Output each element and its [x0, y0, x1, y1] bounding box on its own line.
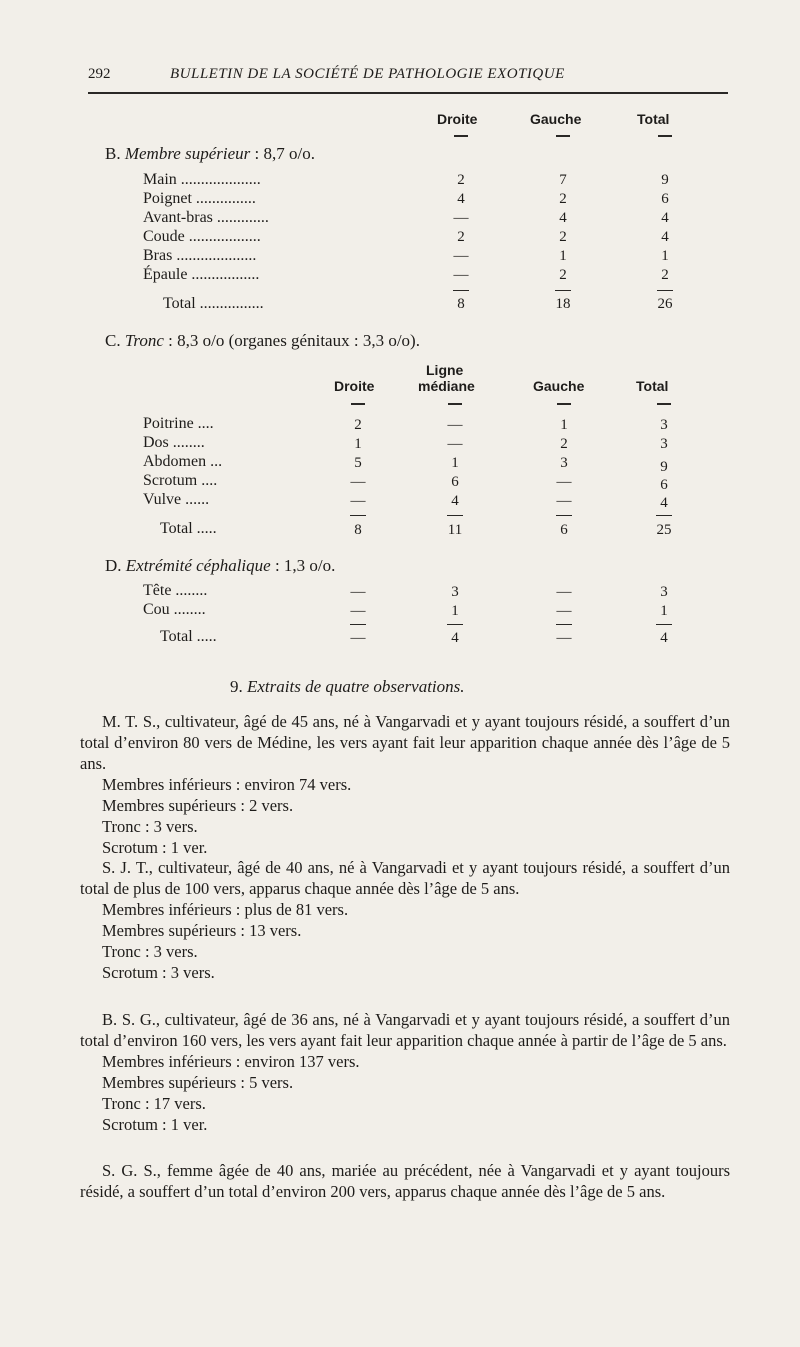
col-header-total: Total — [637, 111, 670, 127]
table-cell: 6 — [560, 522, 568, 538]
table-cell: 6 — [660, 477, 668, 493]
col-dash — [556, 135, 570, 137]
section-value: : 8,7 o/o. — [250, 144, 315, 163]
table-cell: — — [350, 584, 366, 600]
table-cell: — — [453, 210, 469, 226]
table-cell: 4 — [451, 630, 459, 646]
table-cell: 4 — [451, 493, 459, 509]
section-value: : 1,3 o/o. — [270, 556, 336, 575]
observation-line: Membres supérieurs : 5 vers. — [102, 1073, 294, 1092]
table-row-label: Scrotum .... — [143, 472, 218, 489]
table-cell: — — [453, 267, 469, 283]
section-value: : 8,3 o/o (organes génitaux : 3,3 o/o). — [163, 331, 420, 350]
observation-line: Membres supérieurs : 2 vers. — [102, 796, 294, 815]
table-cell: 25 — [656, 522, 672, 538]
section-number: 9. — [230, 677, 243, 696]
sum-line — [556, 624, 572, 625]
observation-intro: S. G. S., femme âgée de 40 ans, mariée au précédent, née à Vangarvadi et y ayant toujours résidé, a souffert d’un total d’environ 200 vers, apparus chaque année dès l’âge de 5 ans. — [80, 1161, 730, 1201]
table-cell: 4 — [660, 495, 668, 511]
section-letter: C. — [105, 331, 121, 350]
table-cell: 2 — [560, 436, 568, 452]
col-dash — [351, 403, 365, 405]
table-cell: — — [556, 474, 572, 490]
table-row-label: Bras .................... — [143, 247, 257, 264]
table-cell: 1 — [560, 417, 568, 433]
sum-line — [453, 290, 469, 291]
table-cell: 2 — [457, 229, 465, 245]
section-b-heading — [105, 144, 315, 164]
col-dash — [657, 403, 671, 405]
table-cell: — — [556, 584, 572, 600]
table-total-label: Total ..... — [160, 628, 217, 645]
table-cell: 9 — [661, 172, 669, 188]
observation-line: Tronc : 3 vers. — [102, 942, 198, 961]
table-cell: — — [453, 248, 469, 264]
table-cell: 1 — [354, 436, 362, 452]
table-row-label: Tête ........ — [143, 582, 208, 599]
sum-line — [556, 515, 572, 516]
table-row-label: Épaule ................. — [143, 266, 260, 283]
running-title: BULLETIN DE LA SOCIÉTÉ DE PATHOLOGIE EXOTIQUE — [170, 66, 565, 82]
table-cell: — — [556, 603, 572, 619]
observation-line: Scrotum : 3 vers. — [102, 963, 215, 982]
observation-2 — [80, 857, 730, 983]
col-dash — [557, 403, 571, 405]
col-header-ligne: Ligne — [426, 362, 464, 378]
col-dash — [658, 135, 672, 137]
table-row-label: Vulve ...... — [143, 491, 210, 508]
col-header-droite: Droite — [334, 378, 375, 394]
col-dash — [448, 403, 462, 405]
table-cell: — — [447, 417, 463, 433]
observation-line: Membres inférieurs : environ 74 vers. — [102, 775, 352, 794]
observation-3 — [80, 1009, 730, 1135]
table-cell: 3 — [451, 584, 459, 600]
observation-line: Membres inférieurs : plus de 81 vers. — [102, 900, 349, 919]
table-cell: 11 — [447, 522, 463, 538]
observation-line: Tronc : 3 vers. — [102, 817, 198, 836]
table-cell: 1 — [661, 248, 669, 264]
section-c-heading — [105, 331, 420, 351]
sum-line — [656, 515, 672, 516]
table-total-label: Total ................ — [163, 295, 264, 312]
table-cell: 3 — [660, 436, 668, 452]
section-letter: B. — [105, 144, 121, 163]
table-row-label: Poitrine .... — [143, 415, 214, 432]
section-9-heading — [230, 677, 465, 697]
table-row-label: Cou ........ — [143, 601, 206, 618]
sum-line — [656, 624, 672, 625]
observation-4 — [80, 1160, 730, 1202]
table-total-label: Total ..... — [160, 520, 217, 537]
header-rule — [88, 92, 728, 94]
col-header-mediane: médiane — [418, 378, 475, 394]
sum-line — [447, 515, 463, 516]
table-cell: 1 — [451, 603, 459, 619]
table-row-label: Coude .................. — [143, 228, 261, 245]
table-cell: 6 — [661, 191, 669, 207]
observation-intro: B. S. G., cultivateur, âgé de 36 ans, né à Vangarvadi et y ayant toujours résidé, a souffert d’un total d’environ 160 vers, les vers ayant fait leur apparition chaque année à partir de l’âge de 5 ans. — [80, 1010, 730, 1050]
table-cell: 4 — [457, 191, 465, 207]
observation-line: Scrotum : 1 ver. — [102, 838, 208, 857]
observation-line: Membres inférieurs : environ 137 vers. — [102, 1052, 360, 1071]
col-dash — [454, 135, 468, 137]
table-cell: — — [556, 630, 572, 646]
table-cell: 6 — [451, 474, 459, 490]
table-cell: 2 — [559, 229, 567, 245]
section-title: Extrémité céphalique — [125, 556, 271, 575]
col-header-droite: Droite — [437, 111, 478, 127]
table-cell: 1 — [660, 603, 668, 619]
table-cell: — — [350, 493, 366, 509]
table-row-label: Main .................... — [143, 171, 261, 188]
page-number: 292 — [88, 66, 111, 82]
table-cell: 8 — [354, 522, 362, 538]
table-cell: — — [350, 603, 366, 619]
observation-line: Scrotum : 1 ver. — [102, 1115, 208, 1134]
table-cell: 4 — [661, 210, 669, 226]
col-header-gauche: Gauche — [530, 111, 582, 127]
table-cell: — — [350, 630, 366, 646]
col-header-total: Total — [636, 378, 669, 394]
table-cell: 1 — [451, 455, 459, 471]
section-title: Tronc — [124, 331, 164, 350]
sum-line — [555, 290, 571, 291]
table-cell: 7 — [559, 172, 567, 188]
observation-intro: S. J. T., cultivateur, âgé de 40 ans, né à Vangarvadi et y ayant toujours résidé, a souffert d’un total de plus de 100 vers, apparus chaque année dès l’âge de 5 ans. — [80, 858, 730, 898]
table-row-label: Poignet ............... — [143, 190, 256, 207]
table-cell: 2 — [354, 417, 362, 433]
table-cell: 8 — [457, 296, 465, 312]
table-cell: 26 — [657, 296, 673, 312]
table-cell: 4 — [660, 630, 668, 646]
col-header-gauche: Gauche — [533, 378, 585, 394]
observation-intro: M. T. S., cultivateur, âgé de 45 ans, né à Vangarvadi et y ayant toujours résidé, a souffert d’un total d’environ 80 vers de Médine, les vers ayant fait leur apparition chaque année dès l’âge de 5 ans. — [80, 712, 730, 773]
table-cell: — — [447, 436, 463, 452]
table-cell: 3 — [660, 417, 668, 433]
observation-1 — [80, 711, 730, 858]
table-cell: 5 — [354, 455, 362, 471]
section-letter: D. — [105, 556, 122, 575]
table-cell: — — [556, 493, 572, 509]
table-cell: 18 — [555, 296, 571, 312]
table-cell: 3 — [660, 584, 668, 600]
table-cell: 2 — [661, 267, 669, 283]
table-cell: 1 — [559, 248, 567, 264]
table-cell: 2 — [559, 267, 567, 283]
section-title: Membre supérieur — [124, 144, 251, 163]
table-row-label: Dos ........ — [143, 434, 205, 451]
table-cell: 9 — [660, 459, 668, 475]
table-row-label: Abdomen ... — [143, 453, 223, 470]
table-row-label: Avant-bras ............. — [143, 209, 269, 226]
table-cell: 3 — [560, 455, 568, 471]
section-title: Extraits de quatre observations. — [247, 677, 465, 696]
table-cell: 2 — [559, 191, 567, 207]
sum-line — [350, 624, 366, 625]
section-d-heading — [105, 556, 335, 576]
sum-line — [350, 515, 366, 516]
sum-line — [447, 624, 463, 625]
table-cell: 4 — [661, 229, 669, 245]
table-cell: — — [350, 474, 366, 490]
observation-line: Membres supérieurs : 13 vers. — [102, 921, 302, 940]
table-cell: 4 — [559, 210, 567, 226]
observation-line: Tronc : 17 vers. — [102, 1094, 206, 1113]
sum-line — [657, 290, 673, 291]
table-cell: 2 — [457, 172, 465, 188]
